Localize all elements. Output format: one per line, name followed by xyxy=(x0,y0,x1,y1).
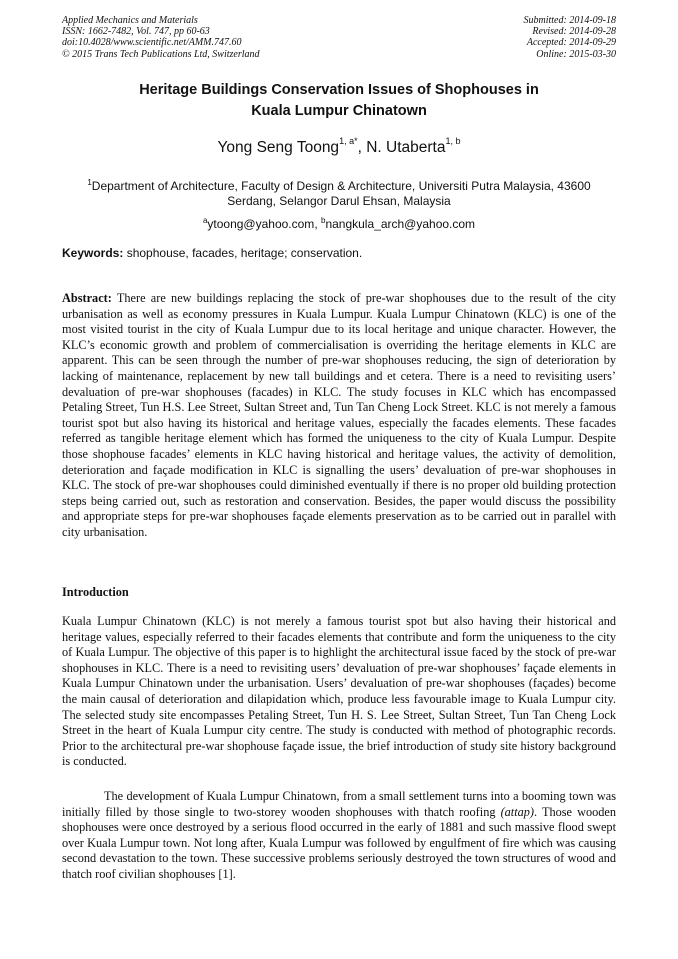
revised-date: Revised: 2014-09-28 xyxy=(532,26,616,38)
author-name: N. Utaberta xyxy=(366,139,446,157)
publication-dates xyxy=(524,15,617,60)
email-separator: , xyxy=(314,217,321,231)
title-line-2: Kuala Lumpur Chinatown xyxy=(251,103,427,119)
journal-info xyxy=(62,15,260,60)
author-list xyxy=(62,138,616,157)
paper-title xyxy=(62,80,616,122)
author-affil-mark: 1, a* xyxy=(339,136,358,146)
doi-line: doi:10.4028/www.scientific.net/AMM.747.60 xyxy=(62,37,242,49)
author-name: Yong Seng Toong xyxy=(217,139,340,157)
italic-term: (attap) xyxy=(500,804,535,819)
affiliation-line-2: Serdang, Selangor Darul Ehsan, Malaysia xyxy=(227,194,451,208)
abstract-text: There are new buildings replacing the stock of pre-war shophouses due to the result of the city urbanisation as well as economy pressures in Kuala Lumpur. Kuala Lumpur Chinatown (KLC) is one of the most visited tourist in the city of Kuala Lumpur due to its local heritage and unique character. However, the KLC’s economic growth and problem of commercialisation is overriding the heritage elements in KLC are apparent. This can be seen through the number of pre-war shophouses reducing, the sign of deterioration by lacking of maintenance, replacement by new tall buildings and et cetera. There is a need to revisiting users’ devaluation of pre-war shophouses (facades) in KLC. The study focuses in KLC which has encompassed Petaling Street, Tun H.S. Lee Street, Sultan Street and, Tun Tan Cheng Lock Street. KLC is not merely a famous tourist spot but also having its historical and heritage values, especially the facades elements. These facades referred as tangible heritage element which has formed the uniqueness to the city of Kuala Lumpur. Despite those shophouse facades’ elements in KLC having historical and heritage values, the activity of demolition, deterioration and façade modification in KLC is signalling the users’ devaluation of pre-war shophouses in KLC. The stock of pre-war shophouses could diminished eventually if there is no proper old building protection steps being carried out, such as restoration and conservation. Besides, the paper would discuss the possibility and appropriate steps for pre-war shophouses façade elements preservation as to be carried out in parallel with city urbanisation. xyxy=(62,291,616,539)
journal-name: Applied Mechanics and Materials xyxy=(62,15,198,26)
abstract-label: Abstract: xyxy=(62,291,112,305)
email-mark: a xyxy=(202,216,208,225)
online-date: Online: 2015-03-30 xyxy=(536,48,616,60)
submitted-date: Submitted: 2014-09-18 xyxy=(523,15,616,26)
author-separator: , xyxy=(357,139,367,157)
author-affil-mark: 1, b xyxy=(445,136,461,146)
paragraph-text: The development of Kuala Lumpur Chinatown, from a small settlement turns into a booming town was initially filled by those single to two-storey wooden shophouses with thatch roofing xyxy=(62,789,616,819)
keywords-label: Keywords: xyxy=(62,246,124,260)
copyright-line: © 2015 Trans Tech Publications Ltd, Switzerland xyxy=(62,48,260,60)
abstract xyxy=(62,291,616,541)
body-paragraph xyxy=(62,789,616,883)
email-link[interactable]: nangkula_arch@yahoo.com xyxy=(325,217,476,231)
affiliation-line-1: Department of Architecture, Faculty of Design & Architecture, Universiti Putra Malaysia, 43600 xyxy=(91,179,591,193)
affiliation-mark: 1 xyxy=(87,178,92,187)
keywords xyxy=(62,246,616,260)
keywords-text: shophouse, facades, heritage; conservation. xyxy=(123,246,363,260)
email-link[interactable]: ytoong@yahoo.com xyxy=(207,217,315,231)
email-mark: b xyxy=(320,216,326,225)
section-heading: Introduction xyxy=(62,585,129,599)
accepted-date: Accepted: 2014-09-29 xyxy=(526,37,616,49)
issn-line: ISSN: 1662-7482, Vol. 747, pp 60-63 xyxy=(62,26,210,38)
body-paragraph: Kuala Lumpur Chinatown (KLC) is not merely a famous tourist spot but also having their historical and heritage values, especially referred to their facades elements that contribute and form the uniqueness to the city of Kuala Lumpur. The objective of this paper is to highlight the architectural issue faced by the stock of pre-war shophouses in KLC. There is a need to revisiting users’ devaluation of pre-war shophouses’ façade elements in Kuala Lumpur Chinatown under the urbanisation. Users’ devaluation of pre-war shophouses (façades) become the main causal of deterioration and dilapidation which, produce less favourable image to Kuala Lumpur city. The selected study site encompasses Petaling Street, Tun H. S. Lee Street, Sultan Street, Tun Tan Cheng Lock Street in the heart of Kuala Lumpur city centre. The study is conducted with method of photographic records. Prior to the architectural pre-war shophouse façade issue, the brief introduction of study site history background is conducted. xyxy=(62,614,616,769)
title-line-1: Heritage Buildings Conservation Issues of Shophouses in xyxy=(139,82,539,98)
affiliation xyxy=(62,175,616,209)
paragraph-text: . Those wooden shophouses were once destroyed by a serious flood occurred in the early of 1881 and such massive flood swept over Kuala Lumpur town. Not long after, Kuala Lumpur was followed by engulfment of fire which was causing second devastation to the town. These successive problems seriously destroyed the town structures of wood and thatch roof civilian shophouses [1]. xyxy=(62,804,617,881)
author-emails xyxy=(62,216,616,231)
